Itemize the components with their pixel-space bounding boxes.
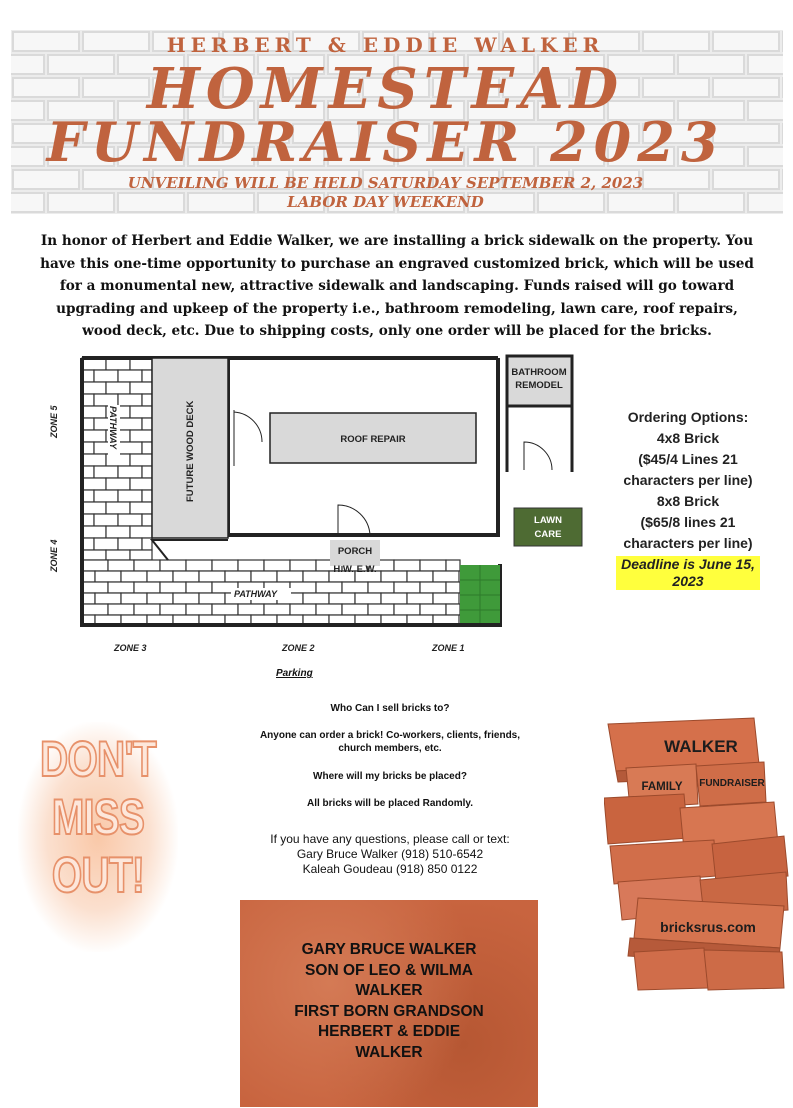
- brick-line-6: WALKER: [355, 1043, 423, 1061]
- path-brick: [118, 514, 142, 526]
- path-brick: [290, 604, 316, 615]
- deadline-badge: Deadline is June 15, 2023: [616, 556, 760, 590]
- porch-initials: H.W. E.W.: [333, 564, 377, 575]
- path-brick: [238, 560, 264, 571]
- path-brick: [160, 604, 186, 615]
- bathroom-label-line1: BATHROOM: [511, 367, 567, 378]
- lawn-care-label-line2: CARE: [534, 529, 562, 540]
- path-brick: [199, 571, 225, 582]
- path-brick: [394, 560, 420, 571]
- path-brick: [277, 571, 303, 582]
- sample-engraved-brick: [240, 900, 538, 1107]
- path-brick: [303, 593, 329, 604]
- path-brick: [130, 478, 152, 490]
- path-brick: [394, 582, 420, 593]
- contact-person-1: Gary Bruce Walker (918) 510-6542: [296, 847, 484, 861]
- faq-question-1: Who Can I sell bricks to?: [330, 703, 450, 714]
- dont-miss-line2: MISS: [51, 789, 145, 845]
- faq-answer-2: All bricks will be placed Randomly.: [307, 798, 473, 809]
- path-brick: [82, 454, 106, 466]
- path-brick: [142, 418, 152, 430]
- path-brick: [108, 582, 134, 593]
- path-brick: [130, 550, 152, 560]
- path-brick: [82, 526, 106, 538]
- brick-line-5: HERBERT & EDDIE: [317, 1023, 461, 1040]
- pile-word-walker: WALKER: [664, 737, 738, 756]
- path-brick: [420, 560, 446, 571]
- path-brick: [121, 571, 147, 582]
- ordering-options: [608, 407, 768, 592]
- property-map: [48, 350, 608, 690]
- path-brick: [142, 490, 152, 502]
- path-brick: [130, 382, 152, 394]
- path-brick: [264, 604, 290, 615]
- pathway-vertical-label: PATHWAY: [108, 406, 118, 449]
- path-brick: [106, 526, 130, 538]
- path-brick: [225, 571, 251, 582]
- path-brick: [106, 382, 130, 394]
- path-brick: [106, 478, 130, 490]
- path-brick: [186, 604, 212, 615]
- dont-miss-line1: DON'T: [40, 731, 156, 787]
- header-subtitle: HERBERT & EDDIE WALKER: [166, 33, 605, 57]
- path-brick: [407, 571, 433, 582]
- path-brick: [420, 582, 446, 593]
- path-brick: [134, 604, 160, 615]
- path-brick: [251, 571, 277, 582]
- option2-detail: ($65/8 lines 21 characters per line): [623, 514, 753, 551]
- path-brick: [446, 604, 460, 615]
- path-brick: [118, 370, 142, 382]
- lawn-care-box: [514, 508, 582, 546]
- path-brick: [121, 593, 147, 604]
- header-title-line2: FUNDRAISER 2023: [46, 110, 725, 174]
- path-brick: [381, 571, 407, 582]
- path-brick: [82, 382, 106, 394]
- faq-section: [248, 702, 532, 811]
- contact-section: [248, 832, 532, 877]
- option1-detail: ($45/4 Lines 21 characters per line): [623, 451, 753, 488]
- zone3-label: ZONE 3: [114, 643, 147, 653]
- path-brick: [407, 593, 433, 604]
- path-brick: [130, 454, 152, 466]
- dont-miss-out-graphic: [18, 722, 178, 952]
- path-brick: [130, 406, 152, 418]
- contact-intro: If you have any questions, please call or text:: [270, 832, 510, 846]
- path-brick: [160, 582, 186, 593]
- pile-website: bricksrus.com: [660, 919, 756, 935]
- path-brick: [118, 466, 142, 478]
- path-brick: [420, 604, 446, 615]
- path-brick: [199, 593, 225, 604]
- path-brick: [329, 593, 355, 604]
- option1-name: 4x8 Brick: [656, 430, 720, 446]
- path-brick: [173, 593, 199, 604]
- path-brick: [82, 550, 106, 560]
- intro-paragraph: In honor of Herbert and Eddie Walker, we are installing a brick sidewalk on the property. You have this one-time opportunity to purchase an engraved customized brick, which will be used for a monumental new, attractive sidewalk and landscaping. Funds raised will go toward upgrading and upkeep of the property i.e., bathroom remodeling, lawn care, roof repairs, wood deck, etc. Due to shipping costs, only one order will be placed for the bricks.: [40, 233, 754, 339]
- brick-line-3: WALKER: [355, 982, 423, 999]
- path-brick: [94, 394, 118, 406]
- path-brick: [106, 550, 130, 560]
- path-brick: [108, 560, 134, 571]
- header-title-line1: HOMESTEAD: [146, 56, 625, 122]
- path-brick: [134, 560, 160, 571]
- path-brick: [82, 430, 106, 442]
- bathroom-label-line2: REMODEL: [515, 380, 563, 391]
- zone4-label: ZONE 4: [49, 539, 59, 572]
- side-door: [234, 410, 262, 466]
- pile-word-family: FAMILY: [641, 781, 683, 793]
- path-brick: [142, 370, 152, 382]
- path-brick: [82, 582, 108, 593]
- roof-repair-label: ROOF REPAIR: [340, 434, 406, 445]
- path-brick: [316, 582, 342, 593]
- wood-deck-label: FUTURE WOOD DECK: [185, 400, 196, 502]
- path-brick: [368, 604, 394, 615]
- contact-person-2: Kaleah Goudeau (918) 850 0122: [302, 862, 478, 876]
- ordering-title: Ordering Options:: [627, 409, 749, 425]
- path-brick: [433, 593, 459, 604]
- path-brick: [186, 582, 212, 593]
- path-brick: [160, 560, 186, 571]
- path-brick: [95, 593, 121, 604]
- path-brick: [130, 430, 152, 442]
- path-brick: [94, 538, 118, 550]
- path-brick: [95, 571, 121, 582]
- path-brick: [94, 370, 118, 382]
- path-brick: [147, 593, 173, 604]
- path-brick: [82, 560, 108, 571]
- path-brick: [108, 604, 134, 615]
- path-brick: [106, 502, 130, 514]
- zone5-label: ZONE 5: [49, 405, 59, 438]
- path-brick: [142, 538, 152, 550]
- path-brick: [130, 502, 152, 514]
- path-brick: [212, 560, 238, 571]
- path-brick: [290, 582, 316, 593]
- pathway-horizontal-label: PATHWAY: [234, 589, 277, 599]
- option2-name: 8x8 Brick: [656, 493, 720, 509]
- parking-label: Parking: [276, 668, 313, 679]
- path-brick: [355, 593, 381, 604]
- bathroom-door: [524, 442, 552, 470]
- path-brick: [186, 560, 212, 571]
- path-brick: [118, 442, 142, 454]
- path-brick: [342, 582, 368, 593]
- path-brick: [82, 478, 106, 490]
- path-brick: [446, 560, 460, 571]
- brick-line-4: FIRST BORN GRANDSON: [294, 1002, 484, 1020]
- zone2-label: ZONE 2: [282, 643, 315, 653]
- path-brick: [118, 418, 142, 430]
- path-brick: [381, 593, 407, 604]
- path-brick: [342, 604, 368, 615]
- path-brick: [212, 604, 238, 615]
- brick-line-2: SON OF LEO & WILMA: [305, 961, 473, 979]
- path-brick: [134, 582, 160, 593]
- zone1-label: ZONE 1: [432, 643, 465, 653]
- path-brick: [316, 604, 342, 615]
- lawn-care-label-line1: LAWN: [534, 515, 562, 526]
- path-brick: [94, 466, 118, 478]
- path-brick: [173, 571, 199, 582]
- path-brick: [82, 502, 106, 514]
- path-brick: [238, 604, 264, 615]
- path-brick: [94, 514, 118, 526]
- path-brick: [368, 582, 394, 593]
- path-brick: [118, 490, 142, 502]
- path-brick: [303, 571, 329, 582]
- faq-answer-1: Anyone can order a brick! Co-workers, clients, friends, church members, etc.: [259, 729, 521, 754]
- unveiling-date: UNVEILING WILL BE HELD SATURDAY SEPTEMBER 2, 2023: [127, 174, 644, 192]
- path-brick: [142, 394, 152, 406]
- path-brick: [118, 394, 142, 406]
- path-brick: [130, 526, 152, 538]
- brick-pathway-pattern: [82, 358, 460, 625]
- path-brick: [394, 604, 420, 615]
- path-brick: [290, 560, 316, 571]
- porch-door: [338, 505, 370, 535]
- path-brick: [264, 560, 290, 571]
- path-brick: [82, 406, 106, 418]
- path-brick: [94, 490, 118, 502]
- path-brick: [118, 538, 142, 550]
- labor-day-weekend: LABOR DAY WEEKEND: [287, 193, 484, 211]
- path-brick: [142, 466, 152, 478]
- pile-word-fundraiser: FUNDRAISER: [699, 778, 765, 789]
- brick-line-1: GARY BRUCE WALKER: [301, 941, 477, 958]
- porch-label: PORCH: [337, 546, 373, 557]
- path-brick: [446, 582, 460, 593]
- path-brick: [433, 571, 459, 582]
- path-brick: [142, 514, 152, 526]
- faq-question-2: Where will my bricks be placed?: [313, 770, 467, 782]
- path-brick: [142, 442, 152, 454]
- path-brick: [147, 571, 173, 582]
- dont-miss-line3: OUT!: [51, 847, 145, 903]
- path-brick: [82, 604, 108, 615]
- brick-pile-image: [604, 716, 789, 991]
